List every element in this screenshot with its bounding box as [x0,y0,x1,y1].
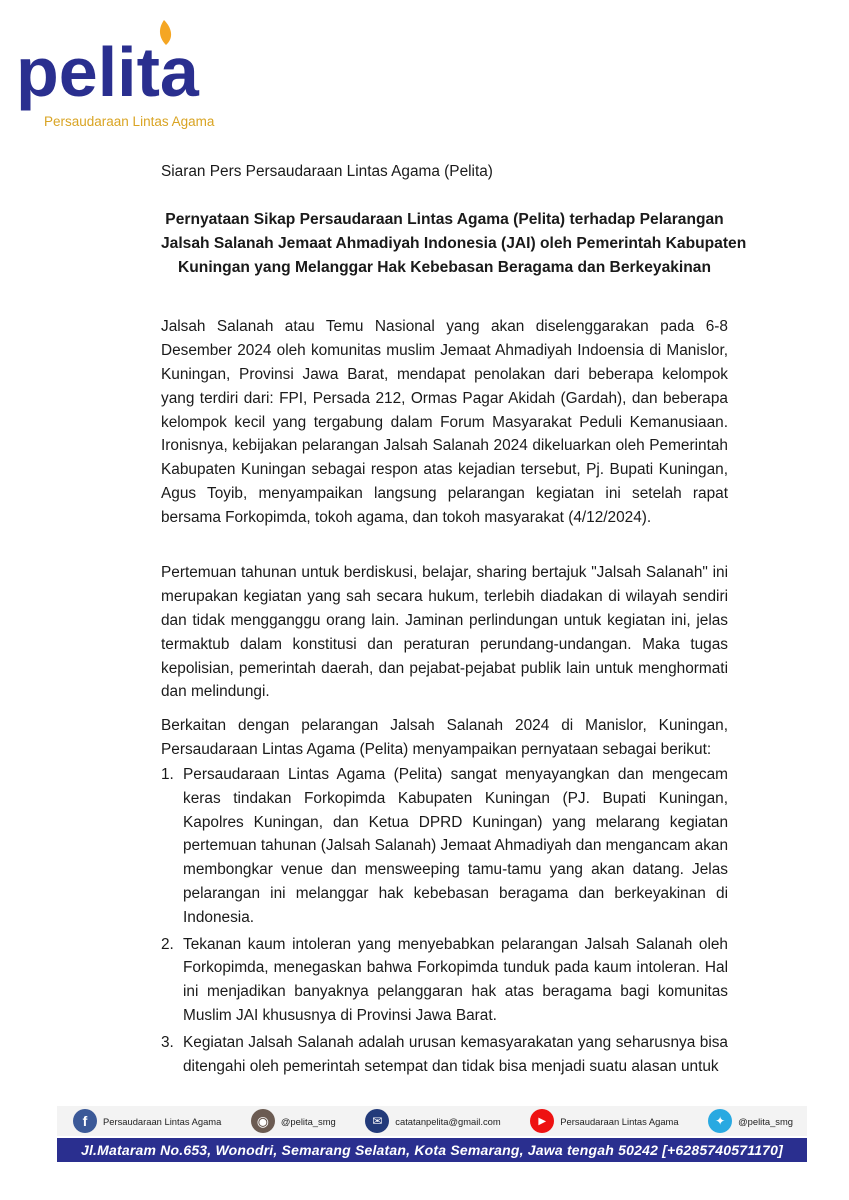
address-bar: Jl.Mataram No.653, Wonodri, Semarang Selatan, Kota Semarang, Jawa tengah 50242 [+6285740571170] [57,1138,807,1162]
social-label: @pelita_smg [280,1115,336,1127]
list-number: 2. [161,935,174,953]
twitter-icon: ✦ [708,1109,732,1133]
social-label: @pelita_smg [738,1115,793,1127]
list-item [161,933,728,1028]
paragraph-3: Berkaitan dengan pelarangan Jalsah Salanah 2024 di Manislor, Kuningan, Persaudaraan Lintas Agama (Pelita) menyampaikan pernyataan sebagai berikut: [161,717,728,758]
youtube-icon: ▶ [530,1109,554,1133]
title-line: Kuningan yang Melanggar Hak Kebebasan Beragama dan Berkeyakinan [178,259,711,276]
paragraph-1: Jalsah Salanah atau Temu Nasional yang akan diselenggarakan pada 6-8 Desember 2024 oleh komunitas muslim Jemaat Ahmadiyah Indoensia di Manislor, Kuningan, Provinsi Jawa Barat, mendapat penolakan dari beberapa kelompok yang terdiri dari: FPI, Persada 212, Ormas Pagar Akidah (Gardah), dan beberapa kelompok kecil yang tergabung dalam Forum Masyarakat Peduli Kemanusiaan. Ironisnya, kebijakan pelarangan Jalsah Salanah 2024 dikeluarkan oleh Pemerintah Kabupaten Kuningan sebagai respon atas kejadian tersebut, Pj. Bupati Kuningan, Agus Toyib, menyampaikan langsung pelarangan kegiatan ini setelah rapat bersama Forkopimda, tokoh agama, dan tokoh masyarakat (4/12/2024). [161,318,728,526]
social-label: Persaudaraan Lintas Agama [103,1115,222,1127]
logo-tagline: Persaudaraan Lintas Agama [44,114,215,129]
press-release-label: Siaran Pers Persaudaraan Lintas Agama (Pelita) [161,163,493,180]
social-label: Persaudaraan Lintas Agama [560,1115,679,1127]
paragraph-2: Pertemuan tahunan untuk berdiskusi, belajar, sharing bertajuk "Jalsah Salanah" ini merupakan kegiatan yang sah secara hukum, terlebih diadakan di wilayah sendiri dan tidak mengganggu orang lain. Jaminan perlindungan untuk kegiatan ini, jelas termaktub dalam konstitusi dan peraturan perundang-undangan. Maka tugas kepolisian, pemerintah daerah, dan pejabat-pejabat publik lain untuk menghormati dan melindungi. [161,564,728,701]
social-facebook[interactable] [73,1109,221,1133]
document-title [161,208,747,280]
email-icon: ✉ [365,1109,389,1133]
logo-wordmark: pelita [16,33,199,111]
facebook-icon: f [73,1109,97,1133]
title-line: Pernyataan Sikap Persaudaraan Lintas Agama (Pelita) terhadap Pelarangan [165,211,724,228]
social-email[interactable] [365,1109,500,1133]
social-label: catatanpelita@gmail.com [395,1115,501,1127]
social-twitter[interactable] [708,1109,793,1133]
list-number: 1. [161,766,174,783]
social-links-row [57,1106,807,1136]
list-text: Tekanan kaum intoleran yang menyebabkan pelarangan Jalsah Salanah oleh Forkopimda, menegaskan bahwa Forkopimda tunduk pada kaum intoleran. Hal ini menjadikan banyaknya pelanggaran hak atas beragama bagi komunitas Muslim JAI khususnya di Provinsi Jawa Barat. [183,935,728,1024]
list-item [161,763,728,930]
list-number: 3. [161,1033,174,1051]
title-line: Jalsah Salanah Jemaat Ahmadiyah Indonesia (JAI) oleh Pemerintah Kabupaten [161,235,747,252]
logo-graphic [14,12,229,134]
instagram-icon: ◉ [251,1109,275,1133]
social-instagram[interactable] [251,1109,336,1133]
pelita-logo [14,12,229,134]
letterhead-footer [57,1106,807,1164]
list-text: Kegiatan Jalsah Salanah adalah urusan kemasyarakatan yang seharusnya bisa ditengahi oleh pemerintah setempat dan tidak bisa menjadi suatu alasan untuk [183,1033,728,1075]
social-youtube[interactable] [530,1109,678,1133]
statement-list [161,763,728,1081]
list-item [161,1031,728,1079]
list-text: Persaudaraan Lintas Agama (Pelita) sangat menyayangkan dan mengecam keras tindakan Forkopimda Kabupaten Kuningan (PJ. Bupati Kuningan, Kapolres Kuningan, dan Ketua DPRD Kuningan) yang melarang kegiatan pertemuan tahunan (Jalsah Salanah) Jemaat Ahmadiyah dan mengancam akan membongkar venue dan mensweeping tamu-tamu yang akan datang. Jelas pelarangan ini melanggar hak kebebasan beragama dan berkeyakinan di Indonesia. [183,766,729,926]
